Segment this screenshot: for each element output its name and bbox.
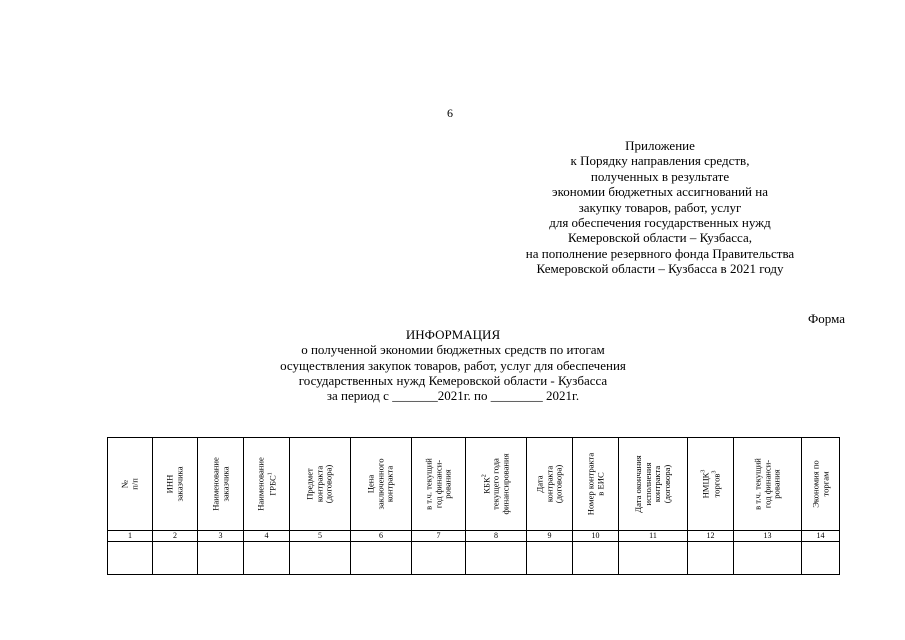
column-header	[466, 438, 527, 531]
column-header-line: (договора)	[661, 464, 672, 504]
appendix-header	[480, 138, 840, 277]
column-header-line: КБК$^2$	[481, 474, 492, 494]
column-header-line: контракта	[543, 465, 554, 503]
column-header-line: ИНН	[164, 474, 175, 494]
appendix-line: к Порядку направления средств,	[570, 153, 750, 169]
info-title	[148, 327, 758, 403]
column-header	[802, 438, 840, 531]
column-header-line: Номер контракта	[584, 452, 595, 516]
column-header-line: в ЕИС	[594, 472, 605, 496]
savings-table	[107, 437, 840, 575]
column-header-line: год финанси-	[761, 459, 772, 509]
column-header	[351, 438, 412, 531]
column-number: 10	[573, 531, 619, 542]
column-header-line: Дата окончания	[632, 455, 643, 513]
form-label: Форма	[808, 311, 845, 326]
column-number: 14	[802, 531, 840, 542]
footnote-mark: 1	[266, 472, 273, 476]
column-header-label	[699, 470, 722, 499]
empty-cell	[351, 542, 412, 575]
empty-cell	[153, 542, 198, 575]
column-header	[290, 438, 351, 531]
empty-cell	[412, 542, 466, 575]
column-header-line: контракта	[652, 465, 662, 503]
empty-cell	[688, 542, 734, 575]
footnote-mark: 3	[711, 470, 718, 474]
column-header-label	[535, 465, 564, 503]
column-number: 4	[244, 531, 290, 542]
column-header-line: заказчика	[174, 466, 184, 502]
empty-cell	[802, 542, 840, 575]
column-header-line: исполнения	[642, 462, 653, 506]
empty-cell	[734, 542, 802, 575]
column-header-line: п/п	[129, 478, 139, 490]
column-header-label	[120, 478, 139, 490]
column-header-line: торгам	[819, 471, 830, 497]
column-number: 11	[619, 531, 688, 542]
footnote-mark: 3	[700, 469, 707, 473]
column-number: 7	[412, 531, 466, 542]
column-header-label	[256, 457, 277, 511]
column-header-line: в т.ч. текущий	[752, 458, 763, 510]
appendix-line: Кемеровской области – Кузбасса,	[567, 230, 753, 246]
column-header-line: в т.ч. текущий	[423, 458, 434, 510]
column-header-line: Экономия по	[809, 460, 820, 508]
column-header-line: Предмет	[304, 468, 315, 500]
column-header-label	[211, 457, 230, 511]
column-header-label	[753, 458, 782, 510]
appendix-line: Кемеровской области – Кузбасса в 2021 году	[536, 261, 784, 277]
empty-cell	[466, 542, 527, 575]
column-header	[688, 438, 734, 531]
column-header-label	[481, 453, 512, 514]
column-header-line: рования	[771, 469, 782, 499]
table-header-row	[108, 438, 840, 531]
empty-cell	[573, 542, 619, 575]
empty-cell	[198, 542, 244, 575]
column-header-label	[424, 458, 453, 510]
column-header-line: Наименование	[254, 457, 265, 511]
column-number: 6	[351, 531, 412, 542]
column-header-line: контракта	[384, 465, 395, 503]
column-header-line: ГРБС$^1$	[266, 472, 277, 496]
table-row	[108, 542, 840, 575]
column-header	[108, 438, 153, 531]
column-header	[573, 438, 619, 531]
column-header-label	[634, 455, 672, 513]
info-heading: ИНФОРМАЦИЯ	[405, 327, 501, 342]
column-header-line: Наименование	[209, 457, 220, 511]
empty-cell	[527, 542, 573, 575]
column-header-line: торгов$^3$	[711, 470, 722, 498]
footnote-mark: 2	[481, 474, 488, 478]
column-number: 5	[290, 531, 351, 542]
column-header-line: (договора)	[553, 464, 564, 504]
empty-cell	[244, 542, 290, 575]
info-line: осуществления закупок товаров, работ, услуг для обеспечения	[280, 357, 626, 373]
page-number: 6	[447, 106, 453, 120]
column-header	[619, 438, 688, 531]
info-line: государственных нужд Кемеровской области - Кузбасса	[298, 372, 608, 388]
info-line: о полученной экономии бюджетных средств по итогам	[301, 342, 605, 358]
column-number: 2	[153, 531, 198, 542]
column-header-line: Цена	[365, 474, 376, 494]
column-header	[734, 438, 802, 531]
column-number: 12	[688, 531, 734, 542]
column-header	[412, 438, 466, 531]
column-header-line: финансирования	[500, 453, 511, 515]
column-number: 8	[466, 531, 527, 542]
empty-cell	[619, 542, 688, 575]
column-header-line: Дата	[534, 475, 545, 493]
appendix-line: полученных в результате	[590, 168, 730, 184]
column-header	[198, 438, 244, 531]
appendix-line: экономии бюджетных ассигнований на	[552, 184, 768, 200]
column-header-label	[165, 466, 184, 501]
empty-cell	[290, 542, 351, 575]
column-header	[527, 438, 573, 531]
column-number: 1	[108, 531, 153, 542]
appendix-line: закупку товаров, работ, услуг	[578, 199, 742, 215]
column-header-line: год финанси-	[432, 459, 443, 509]
column-header-line: №	[119, 479, 130, 489]
column-header-line: контракта	[314, 465, 325, 503]
appendix-line: Приложение	[625, 138, 695, 153]
info-period-line: за период с _______2021г. по ________ 2021г.	[326, 388, 580, 404]
column-header-line: НМЦК$^3$	[699, 469, 710, 499]
appendix-line: на пополнение резервного фонда Правительства	[525, 245, 795, 261]
column-header	[244, 438, 290, 531]
column-header	[153, 438, 198, 531]
column-header-label	[306, 465, 335, 503]
column-number: 13	[734, 531, 802, 542]
column-header-line: (договора)	[323, 464, 334, 504]
column-header-label	[586, 453, 605, 515]
appendix-line: для обеспечения государственных нужд	[549, 215, 771, 231]
column-number: 3	[198, 531, 244, 542]
column-number-row	[108, 531, 840, 542]
column-header-label	[367, 458, 396, 509]
column-header-line: заказчика	[219, 466, 230, 502]
empty-cell	[108, 542, 153, 575]
column-header-line: заключенного	[375, 458, 386, 510]
column-number: 9	[527, 531, 573, 542]
column-header-line: текущего года	[491, 458, 502, 510]
column-header-label	[811, 460, 830, 507]
column-header-line: рования	[442, 469, 453, 499]
